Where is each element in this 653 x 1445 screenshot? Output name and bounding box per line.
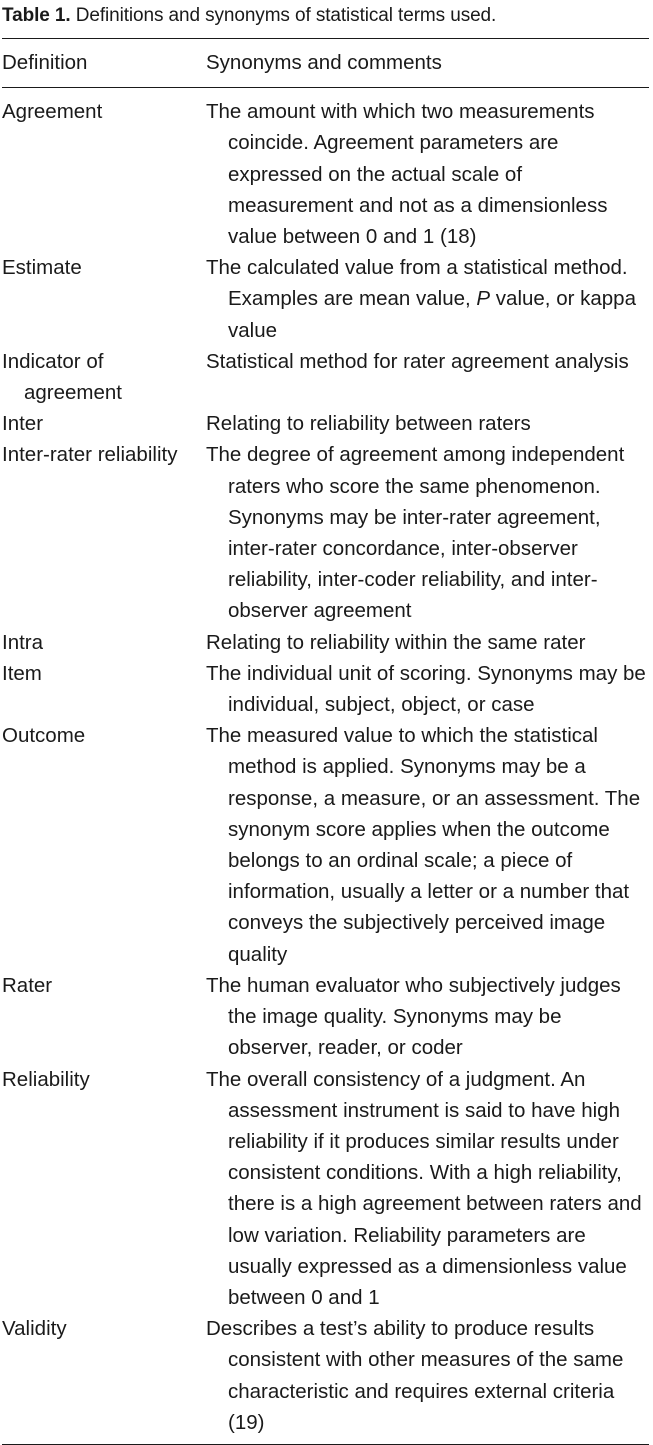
- table-caption-title: Definitions and synonyms of statistical terms used.: [75, 5, 497, 26]
- row-description: The human evaluator who subjectively judges the image quality. Synonyms may be observer, reader, or coder: [206, 973, 621, 1060]
- row-description: The overall consistency of a judgment. An assessment instrument is said to have high reliability if it produces similar results under consistent conditions. With a high reliability, there is a high agreement between raters and low variation. Reliability parameters are usually expressed as a dimensionless value between 0 and 1: [206, 1067, 642, 1309]
- table-caption: [2, 0, 649, 29]
- row-term: Outcome: [2, 724, 86, 748]
- row-description-italic: P: [476, 287, 491, 311]
- row-term: Estimate: [2, 256, 82, 280]
- table-row-inter-rater-reliability: [2, 439, 649, 626]
- row-term: Intra: [2, 630, 44, 654]
- row-description: The degree of agreement among independent raters who score the same phenomenon. Synonyms may be inter-rater agreement, inter-rater concordance, inter-observer reliability, inter-coder reliability, and inter-observer agreement: [206, 443, 625, 623]
- table-header-row: [2, 39, 649, 87]
- table-row-indicator-of-agreement: [2, 346, 649, 408]
- row-term: Inter-rater reliability: [2, 443, 178, 467]
- table-row-estimate: [2, 252, 649, 346]
- table-row-rater: [2, 970, 649, 1064]
- table-row-validity: [2, 1313, 649, 1438]
- table-row-item: [2, 658, 649, 720]
- row-term: Reliability: [2, 1067, 90, 1091]
- row-term: Inter: [2, 412, 44, 436]
- row-description: The individual unit of scoring. Synonyms may be individual, subject, object, or case: [206, 661, 646, 717]
- row-description-part: The calculated value from a statistical method. Examples are mean value,: [206, 256, 628, 311]
- row-description: Relating to reliability between raters: [206, 412, 531, 436]
- row-term: Agreement: [2, 100, 103, 124]
- row-term: Rater: [2, 973, 53, 997]
- row-term: Indicator of agreement: [2, 349, 123, 405]
- table-row-intra: [2, 627, 649, 658]
- table-row-inter: [2, 408, 649, 439]
- column-header-definition: Definition: [2, 51, 88, 74]
- row-description: The measured value to which the statistical method is applied. Synonyms may be a response, a measure, or an assessment. The synonym score applies when the outcome belongs to an ordinal scale; a piece of information, usually a letter or a number that conveys the subjectively perceived image quality: [206, 724, 641, 966]
- table-row-outcome: [2, 720, 649, 970]
- column-header-synonyms: Synonyms and comments: [206, 51, 442, 74]
- row-description: [206, 252, 649, 346]
- row-term: Validity: [2, 1317, 67, 1341]
- row-term: Item: [2, 661, 42, 685]
- table-caption-label: Table 1.: [2, 5, 71, 26]
- table-body: [2, 88, 649, 1444]
- row-description: Statistical method for rater agreement analysis: [206, 349, 629, 373]
- table-row-reliability: [2, 1064, 649, 1314]
- table-row-agreement: [2, 96, 649, 252]
- row-description-part: value, or kappa value: [228, 287, 636, 342]
- row-description: Relating to reliability within the same rater: [206, 630, 586, 654]
- row-description: The amount with which two measurements coincide. Agreement parameters are expressed on the actual scale of measurement and not as a dimensionless value between 0 and 1 (18): [206, 100, 608, 249]
- row-description: Describes a test’s ability to produce results consistent with other measures of the same characteristic and requires external criteria (19): [206, 1317, 624, 1434]
